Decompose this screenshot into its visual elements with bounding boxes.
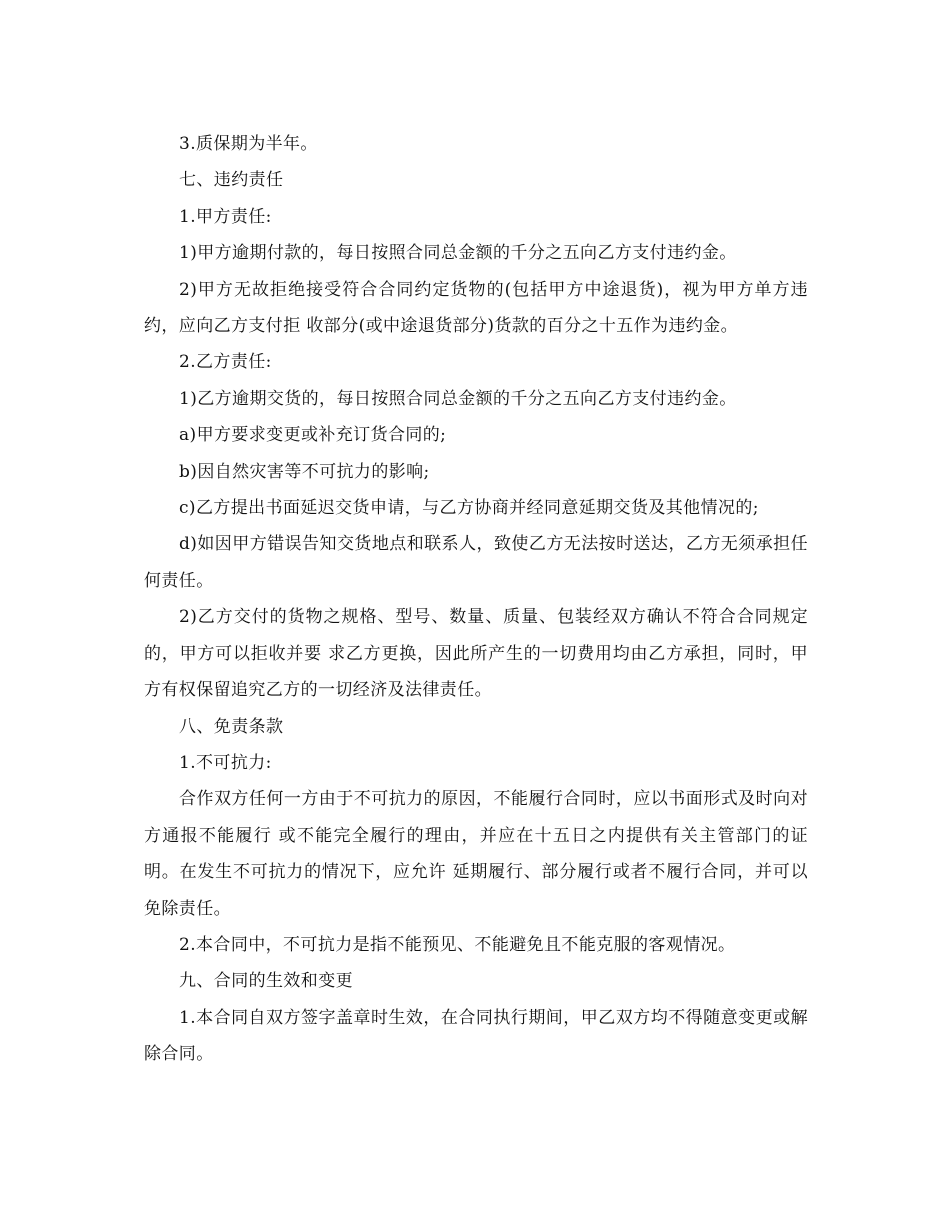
exception-item-c: c)乙方提出书面延迟交货申请，与乙方协商并经同意延期交货及其他情况的; xyxy=(179,498,759,519)
clause-contract-effective: 1.本合同自双方签字盖章时生效，在合同执行期间，甲乙双方均不得随意变更或解除合同。 xyxy=(144,1007,808,1065)
clause-warranty-period: 3.质保期为半年。 xyxy=(179,134,318,154)
clause-party-a-late-payment: 1)甲方逾期付款的，每日按照合同总金额的千分之五向乙方支付违约金。 xyxy=(179,243,737,264)
section-heading-exemption: 八、免责条款 xyxy=(179,716,284,737)
clause-party-b-late-delivery: 1)乙方逾期交货的，每日按照合同总金额的千分之五向乙方支付违约金。 xyxy=(179,388,737,409)
section-heading-breach-liability: 七、违约责任 xyxy=(179,170,284,191)
exception-item-b: b)因自然灾害等不可抗力的影响; xyxy=(179,461,430,482)
subheading-party-a-liability: 1.甲方责任: xyxy=(179,206,272,227)
clause-party-a-refusal: 2)甲方无故拒绝接受符合合同约定货物的(包括甲方中途退货)，视为甲方单方违约，应向乙方支付拒 收部分(或中途退货部分)货款的百分之十五作为违约金。 xyxy=(144,279,808,337)
exception-item-d: d)如因甲方错误告知交货地点和联系人，致使乙方无法按时送达，乙方无须承担任何责任。 xyxy=(144,534,808,591)
subheading-party-b-liability: 2.乙方责任: xyxy=(179,352,272,373)
clause-party-b-nonconforming-goods: 2)乙方交付的货物之规格、型号、数量、质量、包装经双方确认不符合合同规定的，甲方可以拒收并要 求乙方更换，因此所产生的一切费用均由乙方承担，同时，甲方有权保留追究乙方的一切经济及法律责任。 xyxy=(144,607,808,701)
exception-item-a: a)甲方要求变更或补充订货合同的; xyxy=(179,425,447,446)
clause-force-majeure-definition: 2.本合同中，不可抗力是指不能预见、不能避免且不能克服的客观情况。 xyxy=(179,934,736,955)
subheading-force-majeure: 1.不可抗力: xyxy=(179,752,272,773)
document-body xyxy=(144,126,808,1073)
section-heading-effectiveness: 九、合同的生效和变更 xyxy=(179,971,353,992)
clause-force-majeure-notice: 合作双方任何一方由于不可抗力的原因，不能履行合同时，应以书面形式及时向对方通报不能履行 或不能完全履行的理由，并应在十五日之内提供有关主管部门的证明。在发生不可抗力的情况下，应允许 延期履行、部分履行或者不履行合同，并可以免除责任。 xyxy=(144,789,808,919)
